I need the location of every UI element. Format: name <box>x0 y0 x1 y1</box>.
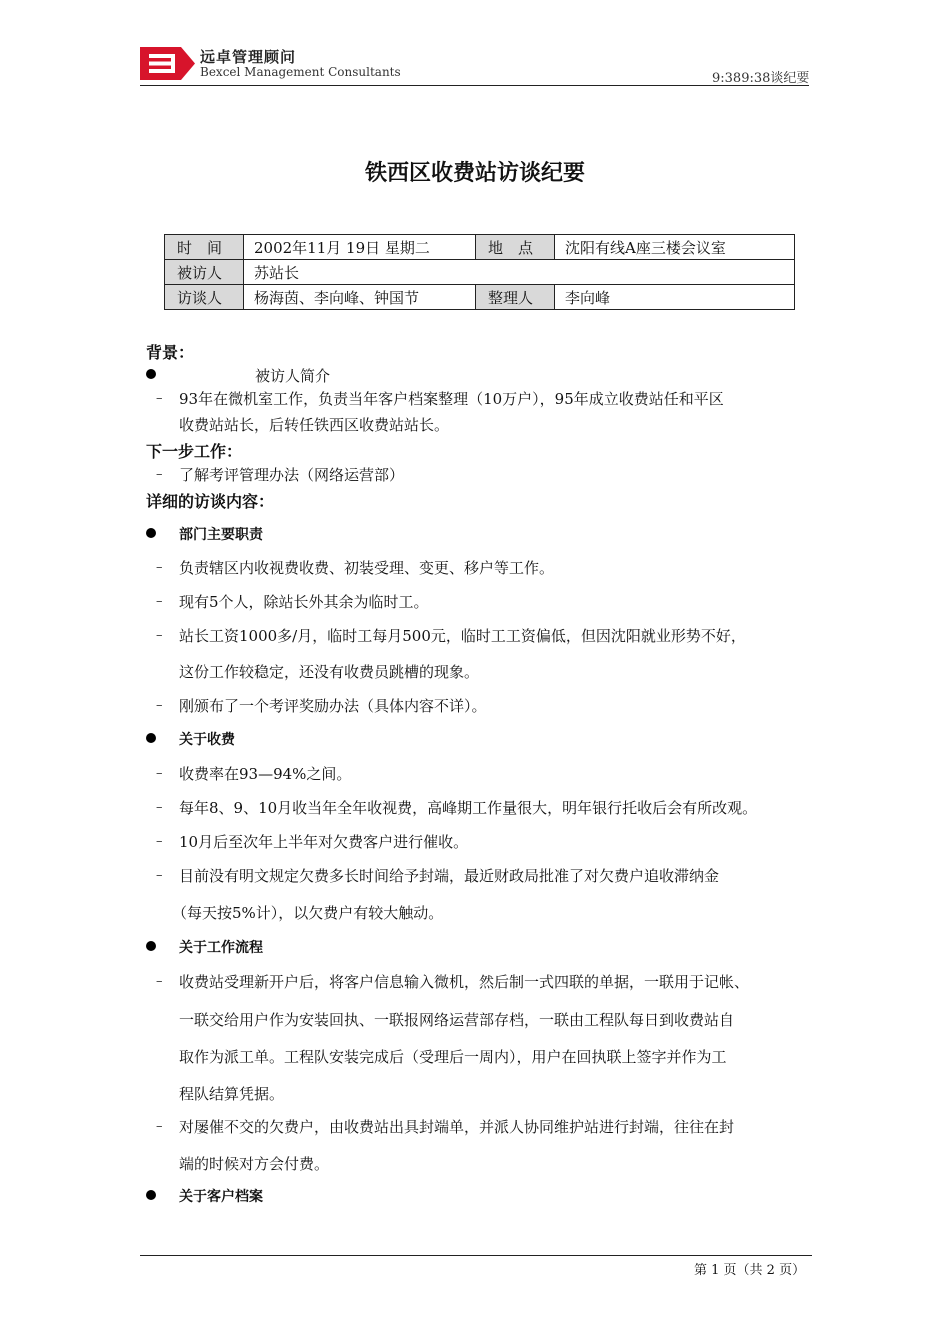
section-title-archives: 关于客户档案 <box>179 1189 263 1205</box>
list-item: 目前没有明文规定欠费多长时间给予封端，最近财政局批准了对欠费户追收滞纳金 <box>179 867 720 885</box>
interviewer-label: 访谈人 <box>165 285 244 310</box>
bullet-icon <box>146 369 156 379</box>
dash-icon: – <box>156 974 163 989</box>
list-item: 10月后至次年上半年对欠费客户进行催收。 <box>179 833 469 851</box>
list-item-continued: 取作为派工单。工程队安装完成后（受理后一周内），用户在回执联上签字并作为工 <box>179 1048 727 1066</box>
list-item: 现有5个人，除站长外其余为临时工。 <box>179 593 429 611</box>
bullet-icon <box>146 528 156 538</box>
dash-icon: – <box>156 391 163 406</box>
dash-icon: – <box>156 560 163 575</box>
recorder-label: 整理人 <box>476 285 555 310</box>
time-value: 2002年11月 19日 星期二 <box>244 235 476 260</box>
dash-icon: – <box>156 834 163 849</box>
recorder-value: 李向峰 <box>555 285 795 310</box>
background-heading: 背景： <box>146 343 195 362</box>
interviewee-value: 苏站长 <box>244 260 795 285</box>
details-heading: 详细的访谈内容： <box>146 492 275 511</box>
bullet-icon <box>146 941 156 951</box>
interviewer-value: 杨海茵、李向峰、钟国节 <box>244 285 476 310</box>
header-divider <box>140 85 809 86</box>
bullet-icon <box>146 733 156 743</box>
dash-icon: – <box>156 594 163 609</box>
dash-icon: – <box>156 698 163 713</box>
dash-icon: – <box>156 628 163 643</box>
next-steps-item: 了解考评管理办法（网络运营部） <box>179 466 405 484</box>
list-item: 收费率在93—94%之间。 <box>179 765 352 783</box>
list-item: 对屡催不交的欠费户，由收费站出具封端单，并派人协同维护站进行封端，往往在封 <box>179 1118 735 1136</box>
place-value: 沈阳有线A座三楼会议室 <box>555 235 795 260</box>
table-row <box>165 285 795 310</box>
time-label: 时 间 <box>165 235 244 260</box>
list-item-continued: 程队结算凭据。 <box>179 1085 285 1103</box>
table-row <box>165 235 795 260</box>
dash-icon: – <box>156 1119 163 1134</box>
list-item: 刚颁布了一个考评奖励办法（具体内容不详）。 <box>179 697 487 715</box>
dash-icon: – <box>156 467 163 482</box>
list-item: 收费站受理新开户后，将客户信息输入微机，然后制一式四联的单据，一联用于记帐、 <box>179 973 750 991</box>
list-item-continued: 一联交给用户作为安装回执、一联报网络运营部存档，一联由工程队每日到收费站自 <box>179 1011 735 1029</box>
document-title: 铁西区收费站访谈纪要 <box>364 161 585 186</box>
bullet-icon <box>146 1190 156 1200</box>
background-line-2: 收费站站长，后转任铁西区收费站站长。 <box>179 416 450 434</box>
list-item-continued: 这份工作较稳定，还没有收费员跳槽的现象。 <box>179 663 480 681</box>
interviewee-label: 被访人 <box>165 260 244 285</box>
table-row <box>165 260 795 285</box>
document-id: 9:389:38谈纪要 <box>712 71 810 86</box>
next-steps-heading: 下一步工作： <box>146 442 243 461</box>
footer-divider <box>140 1255 812 1256</box>
section-title-workflow: 关于工作流程 <box>179 940 263 956</box>
background-bullet: 被访人简介 <box>255 367 331 385</box>
background-line-1: 93年在微机室工作，负责当年客户档案整理（10万户），95年成立收费站任和平区 <box>179 390 724 408</box>
page-number: 第 1 页（共 2 页） <box>694 1263 806 1278</box>
company-logo-icon <box>140 43 195 84</box>
dash-icon: – <box>156 800 163 815</box>
list-item: 每年8、9、10月收当年全年收视费，高峰期工作量很大，明年银行托收后会有所改观。 <box>179 799 758 817</box>
list-item-continued: （每天按5%计），以欠费户有较大触动。 <box>172 904 444 922</box>
section-title-fees: 关于收费 <box>179 732 235 748</box>
list-item: 负责辖区内收视费收费、初装受理、变更、移户等工作。 <box>179 559 555 577</box>
brand-name-en: Bexcel Management Consultants <box>200 65 401 79</box>
list-item-continued: 端的时候对方会付费。 <box>179 1155 330 1173</box>
dash-icon: – <box>156 868 163 883</box>
dash-icon: – <box>156 766 163 781</box>
brand-name-cn: 远卓管理顾问 <box>200 48 297 66</box>
list-item: 站长工资1000多/月，临时工每月500元，临时工工资偏低，但因沈阳就业形势不好， <box>179 627 746 645</box>
place-label: 地 点 <box>476 235 555 260</box>
section-title-duties: 部门主要职责 <box>179 527 263 543</box>
meeting-info-table <box>164 234 795 310</box>
